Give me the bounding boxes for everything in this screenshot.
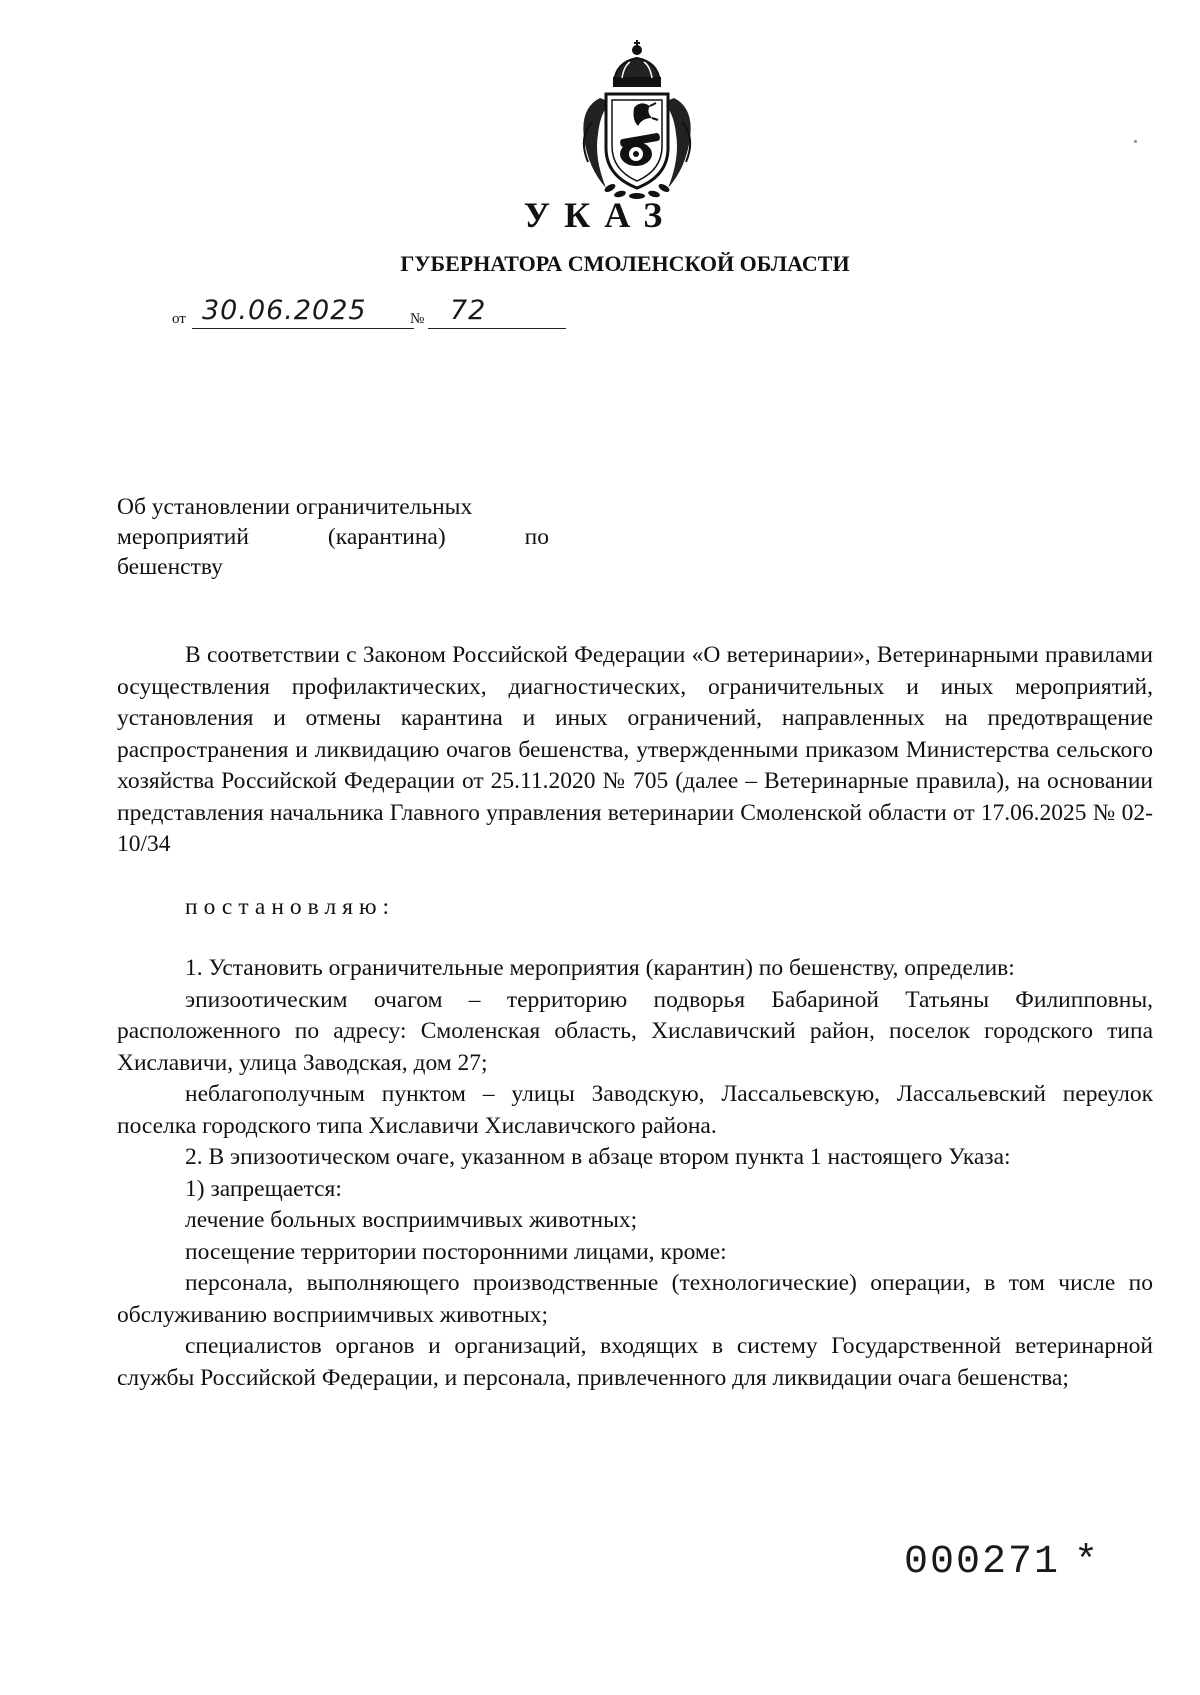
- scan-speck: [1134, 140, 1137, 143]
- body-paragraph: 1. Установить ограничительные мероприятия (карантин) по бешенству, определив:: [185, 955, 1015, 981]
- serial-number: 000271: [904, 1540, 1061, 1585]
- document-title: УКАЗ: [523, 195, 677, 235]
- body-paragraph: эпизоотическим очагом – территорию подворья Бабариной Татьяны Филипповны, расположенного по адресу: Смоленская область, Хиславичский район, поселок городского типа Хиславичи, улица Заводская, дом 27;: [117, 986, 1153, 1076]
- resolve-line: постановляю:: [185, 893, 396, 920]
- body-paragraph: персонала, выполняющего производственные (технологические) операции, в том числе по обслуживанию восприимчивых животных;: [117, 1270, 1153, 1328]
- preamble-paragraph: В соответствии с Законом Российской Федерации «О ветеринарии», Ветеринарными правилами осуществления профилактических, диагностических, ограничительных и иных мероприятий, установления и отмены карантина и иных ограничений, направленных на предотвращение распространения и ликвидацию очагов бешенства, утвержденными приказом Министерства сельского хозяйства Российской Федерации от 25.11.2020 № 705 (далее – Ветеринарные правила), на основании представления начальника Главного управления ветеринарии Смоленской области от 17.06.2025 № 02-10/34: [117, 642, 1153, 857]
- body-paragraph: 1) запрещается:: [185, 1175, 342, 1202]
- date-value: 30.06.2025: [202, 295, 367, 326]
- decree-subject: [117, 492, 549, 582]
- number-label: №: [410, 311, 425, 327]
- number-value: 72: [450, 295, 487, 326]
- decree-body: [117, 640, 1153, 1394]
- subject-line: мероприятий (карантина) по: [117, 524, 549, 550]
- serial-number-stamp: [904, 1540, 1100, 1585]
- number-underline: [428, 298, 566, 329]
- serial-star: *: [1074, 1540, 1101, 1585]
- body-paragraph: специалистов органов и организаций, входящих в систему Государственной ветеринарной службы Российской Федерации, и персонала, привлеченного для ликвидации очага бешенства;: [117, 1333, 1153, 1391]
- issuer-line: ГУБЕРНАТОРА СМОЛЕНСКОЙ ОБЛАСТИ: [400, 251, 850, 276]
- subject-line: бешенству: [117, 554, 223, 580]
- body-paragraph: лечение больных восприимчивых животных;: [185, 1207, 638, 1233]
- date-label: от: [172, 311, 186, 327]
- date-number-line: [172, 295, 612, 332]
- body-paragraph: неблагополучным пунктом – улицы Заводскую, Лассальевскую, Лассальевский переулок поселка городского типа Хиславичи Хиславичского района.: [117, 1081, 1153, 1139]
- body-paragraph: 2. В эпизоотическом очаге, указанном в абзаце втором пункта 1 настоящего Указа:: [185, 1144, 1011, 1170]
- coat-of-arms-emblem: [570, 38, 704, 200]
- body-paragraph: посещение территории посторонними лицами, кроме:: [185, 1238, 727, 1265]
- subject-line: Об установлении ограничительных: [117, 494, 473, 520]
